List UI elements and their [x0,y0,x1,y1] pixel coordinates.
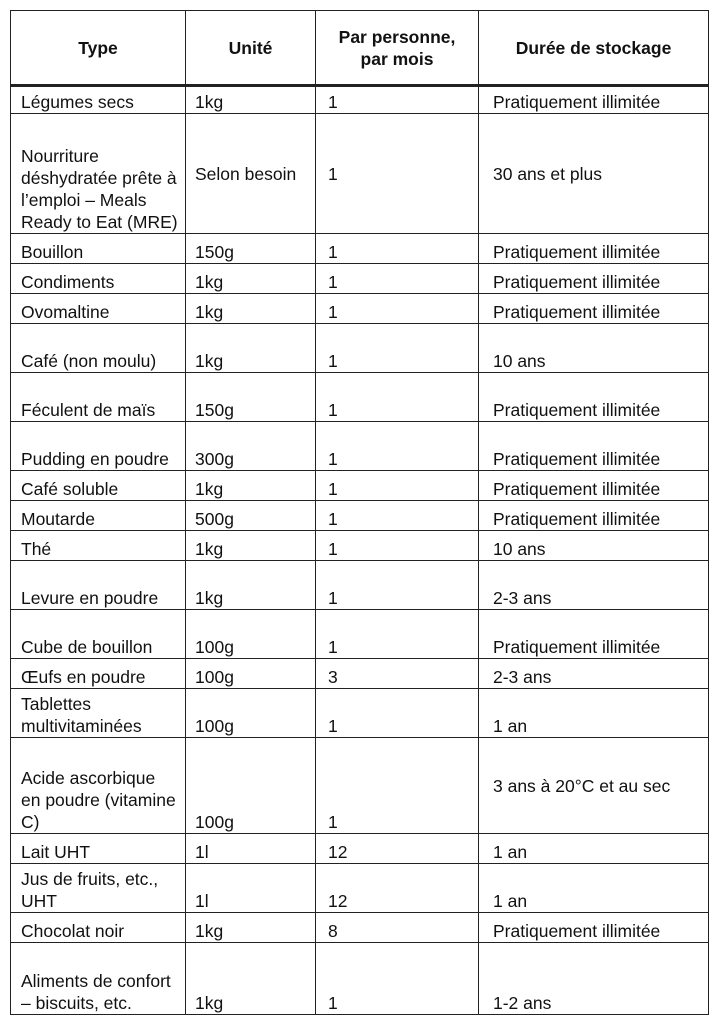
cell-type: Féculent de maïs [11,373,186,422]
cell-qty: 1 [316,943,479,1015]
cell-qty: 1 [316,264,479,294]
cell-qty: 3 [316,659,479,689]
table-row [11,294,709,324]
cell-unit: 100g [186,738,316,834]
table-row [11,234,709,264]
cell-type: Acide ascorbique en poudre (vitamine C) [11,738,186,834]
cell-unit: 1kg [186,264,316,294]
cell-duration: 10 ans [479,324,709,373]
cell-duration: Pratiquement illimitée [479,471,709,501]
cell-qty: 1 [316,610,479,659]
table-row [11,738,709,834]
cell-duration: 1 an [479,834,709,864]
cell-type: Légumes secs [11,86,186,114]
cell-unit: 1kg [186,531,316,561]
cell-duration: 3 ans à 20°C et au sec [479,738,709,834]
table-row [11,114,709,234]
cell-type: Pudding en poudre [11,422,186,471]
cell-duration: Pratiquement illimitée [479,294,709,324]
table-row [11,610,709,659]
cell-unit: 1l [186,834,316,864]
header-per-person-line2: par mois [360,48,434,69]
cell-duration: Pratiquement illimitée [479,501,709,531]
cell-duration: 10 ans [479,531,709,561]
cell-unit: 150g [186,373,316,422]
cell-type: Bouillon [11,234,186,264]
cell-unit: 150g [186,234,316,264]
cell-type: Cube de bouillon [11,610,186,659]
cell-unit: 100g [186,659,316,689]
cell-type: Chocolat noir [11,913,186,943]
cell-duration: Pratiquement illimitée [479,610,709,659]
cell-qty: 1 [316,294,479,324]
cell-qty: 1 [316,689,479,738]
cell-type: Tablettes multivitaminées [11,689,186,738]
cell-duration: 2-3 ans [479,659,709,689]
cell-type: Condiments [11,264,186,294]
cell-qty: 1 [316,501,479,531]
table-row [11,913,709,943]
table-row [11,864,709,913]
cell-qty: 1 [316,531,479,561]
table-row [11,86,709,114]
cell-unit: 1kg [186,913,316,943]
cell-qty: 1 [316,114,479,234]
cell-type: Ovomaltine [11,294,186,324]
cell-unit: 500g [186,501,316,531]
cell-type: Nourriture déshydratée prête à l’emploi – Meals Ready to Eat (MRE) [11,114,186,234]
cell-qty: 1 [316,422,479,471]
cell-qty: 1 [316,324,479,373]
cell-type: Lait UHT [11,834,186,864]
table-row [11,561,709,610]
cell-qty: 1 [316,738,479,834]
cell-qty: 1 [316,86,479,114]
cell-unit: 1kg [186,943,316,1015]
table-header [11,11,709,86]
header-row [11,11,709,86]
cell-qty: 8 [316,913,479,943]
cell-duration: Pratiquement illimitée [479,264,709,294]
header-type: Type [11,11,186,86]
cell-qty: 12 [316,864,479,913]
table-row [11,531,709,561]
cell-type: Moutarde [11,501,186,531]
storage-table [10,10,709,1015]
cell-duration: 1 an [479,689,709,738]
cell-duration: Pratiquement illimitée [479,86,709,114]
cell-unit: 1kg [186,324,316,373]
cell-duration: 1-2 ans [479,943,709,1015]
cell-type: Thé [11,531,186,561]
cell-duration: 30 ans et plus [479,114,709,234]
cell-type: Café soluble [11,471,186,501]
cell-unit: 1kg [186,294,316,324]
cell-type: Jus de fruits, etc., UHT [11,864,186,913]
cell-duration: Pratiquement illimitée [479,373,709,422]
cell-type: Œufs en poudre [11,659,186,689]
cell-unit: 300g [186,422,316,471]
cell-unit: 1l [186,864,316,913]
table-row [11,422,709,471]
cell-type: Levure en poudre [11,561,186,610]
cell-unit: Selon besoin [186,114,316,234]
cell-qty: 1 [316,373,479,422]
cell-duration: Pratiquement illimitée [479,422,709,471]
cell-unit: 1kg [186,86,316,114]
table-body [11,86,709,1015]
cell-qty: 1 [316,561,479,610]
cell-type: Café (non moulu) [11,324,186,373]
cell-unit: 100g [186,689,316,738]
table-row [11,501,709,531]
cell-qty: 1 [316,234,479,264]
table-row [11,659,709,689]
header-per-person [316,11,479,86]
table-row [11,471,709,501]
header-storage-duration: Durée de stockage [479,11,709,86]
cell-unit: 1kg [186,471,316,501]
cell-duration: Pratiquement illimitée [479,913,709,943]
cell-qty: 12 [316,834,479,864]
cell-duration: 2-3 ans [479,561,709,610]
table-row [11,324,709,373]
table-row [11,689,709,738]
cell-duration: Pratiquement illimitée [479,234,709,264]
cell-unit: 1kg [186,561,316,610]
table-row [11,264,709,294]
table-row [11,834,709,864]
table-row [11,373,709,422]
header-unit: Unité [186,11,316,86]
cell-type: Aliments de confort – biscuits, etc. [11,943,186,1015]
header-per-person-line1: Par personne, [338,26,456,47]
table-row [11,943,709,1015]
cell-unit: 100g [186,610,316,659]
cell-duration: 1 an [479,864,709,913]
cell-qty: 1 [316,471,479,501]
